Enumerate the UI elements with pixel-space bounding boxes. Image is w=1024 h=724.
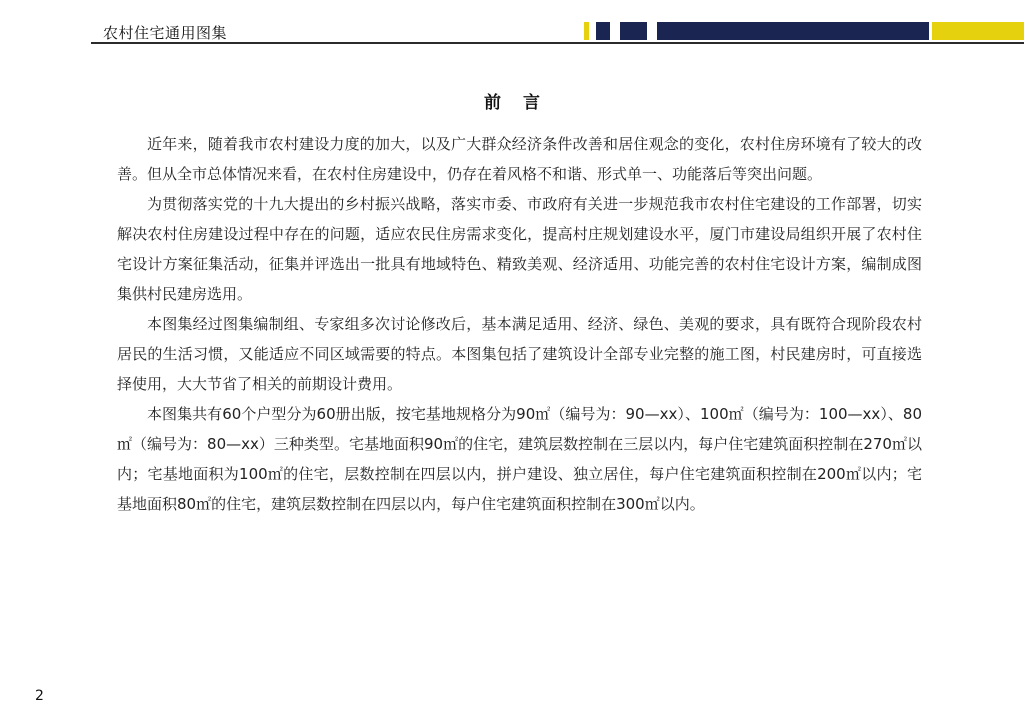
page-heading: 前言 — [484, 93, 562, 113]
paragraph-4: 本图集共有60个户型分为60册出版，按宅基地规格分为90㎡（编号为：90—xx）、100㎡（编号为：100—xx）、80㎡（编号为：80—xx）三种类型。宅基地面积90㎡的住宅，建筑层数控制在三层以内，每户住宅建筑面积控制在270㎡以内；宅基地面积为100㎡的住宅，层数控制在四层以内，拼户建设、独立居住，每户住宅建筑面积控制在200㎡以内；宅基地面积80㎡的住宅，建筑层数控制在四层以内，每户住宅建筑面积控制在300㎡以内。 — [117, 405, 922, 513]
header-yellow-bar — [932, 22, 1024, 40]
header-divider — [91, 42, 1024, 44]
document-title: 农村住宅通用图集 — [103, 24, 228, 42]
page-number: 2 — [35, 688, 44, 704]
header-navy-block-medium — [620, 22, 647, 40]
preface-body — [117, 129, 922, 519]
header-yellow-stripe — [584, 22, 589, 40]
paragraph-1: 近年来，随着我市农村建设力度的加大，以及广大群众经济条件改善和居住观念的变化，农村住房环境有了较大的改善。但从全市总体情况来看，在农村住房建设中，仍存在着风格不和谐、形式单一、功能落后等突出问题。 — [117, 135, 922, 183]
paragraph-3: 本图集经过图集编制组、专家组多次讨论修改后，基本满足适用、经济、绿色、美观的要求，具有既符合现阶段农村居民的生活习惯，又能适应不同区域需要的特点。本图集包括了建筑设计全部专业完整的施工图，村民建房时，可直接选择使用，大大节省了相关的前期设计费用。 — [117, 315, 922, 393]
header-navy-block-small — [596, 22, 610, 40]
paragraph-2: 为贯彻落实党的十九大提出的乡村振兴战略，落实市委、市政府有关进一步规范我市农村住宅建设的工作部署，切实解决农村住房建设过程中存在的问题，适应农民住房需求变化，提高村庄规划建设水平，厦门市建设局组织开展了农村住宅设计方案征集活动，征集并评选出一批具有地域特色、精致美观、经济适用、功能完善的农村住宅设计方案，编制成图集供村民建房选用。 — [117, 195, 922, 303]
header-navy-bar — [657, 22, 929, 40]
